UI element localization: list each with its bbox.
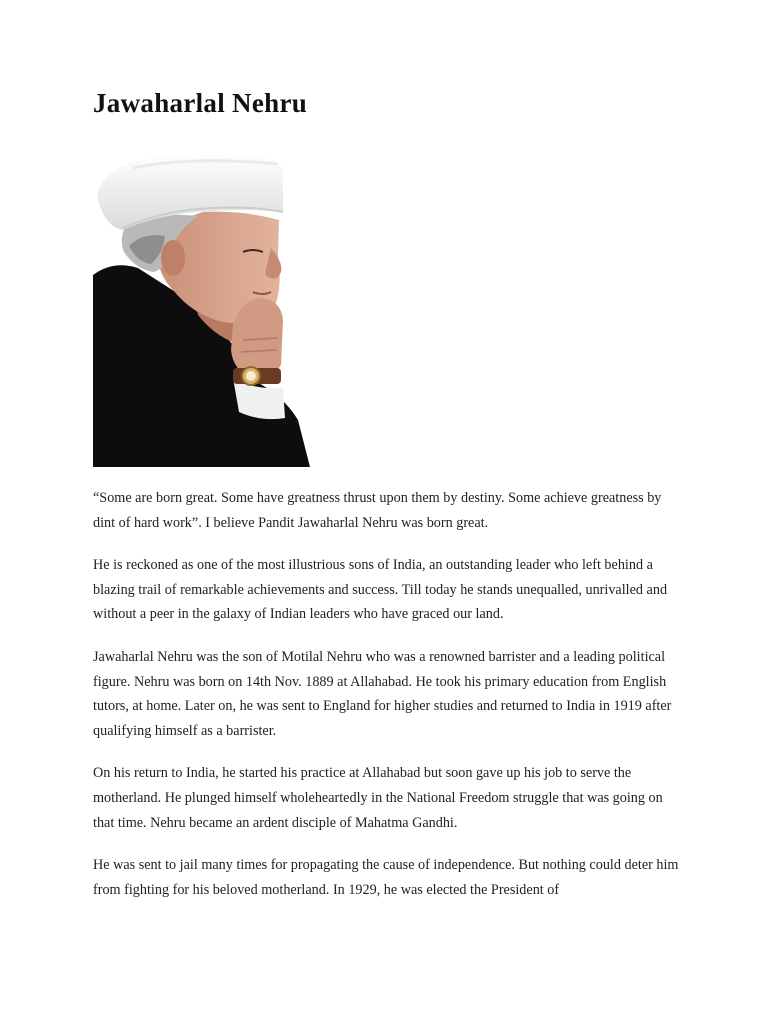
- paragraph-2: He is reckoned as one of the most illustrious sons of India, an outstanding leader who left behind a blazing trail of remarkable achievements and success. Till today he stands unequalled, unrivalled and without a peer in the galaxy of Indian leaders who have graced our land.: [93, 557, 668, 623]
- paragraph-3: Jawaharlal Nehru was the son of Motilal Nehru who was a renowned barrister and a leading political figure. Nehru was born on 14th Nov. 1889 at Allahabad. He took his primary education from English tutors, at home. Later on, he was sent to England for higher studies and returned to India in 1919 after qualifying himself as a barrister.: [93, 648, 672, 739]
- paragraph-5: He was sent to jail many times for propagating the cause of independence. But nothing could deter him from fighting for his beloved motherland. In 1929, he was elected the President of: [93, 857, 679, 898]
- paragraph-4: On his return to India, he started his practice at Allahabad but soon gave up his job to serve the motherland. He plunged himself wholeheartedly in the National Freedom struggle that was going on that time. Nehru became an ardent disciple of Mahatma Gandhi.: [93, 765, 663, 831]
- portrait-photo: [93, 150, 310, 467]
- document-title: Jawaharlal Nehru: [93, 88, 308, 118]
- paragraph-1: “Some are born great. Some have greatness thrust upon them by destiny. Some achieve greatness by dint of hard work”. I believe Pandit Jawaharlal Nehru was born great.: [93, 490, 662, 531]
- document-body: [93, 486, 683, 920]
